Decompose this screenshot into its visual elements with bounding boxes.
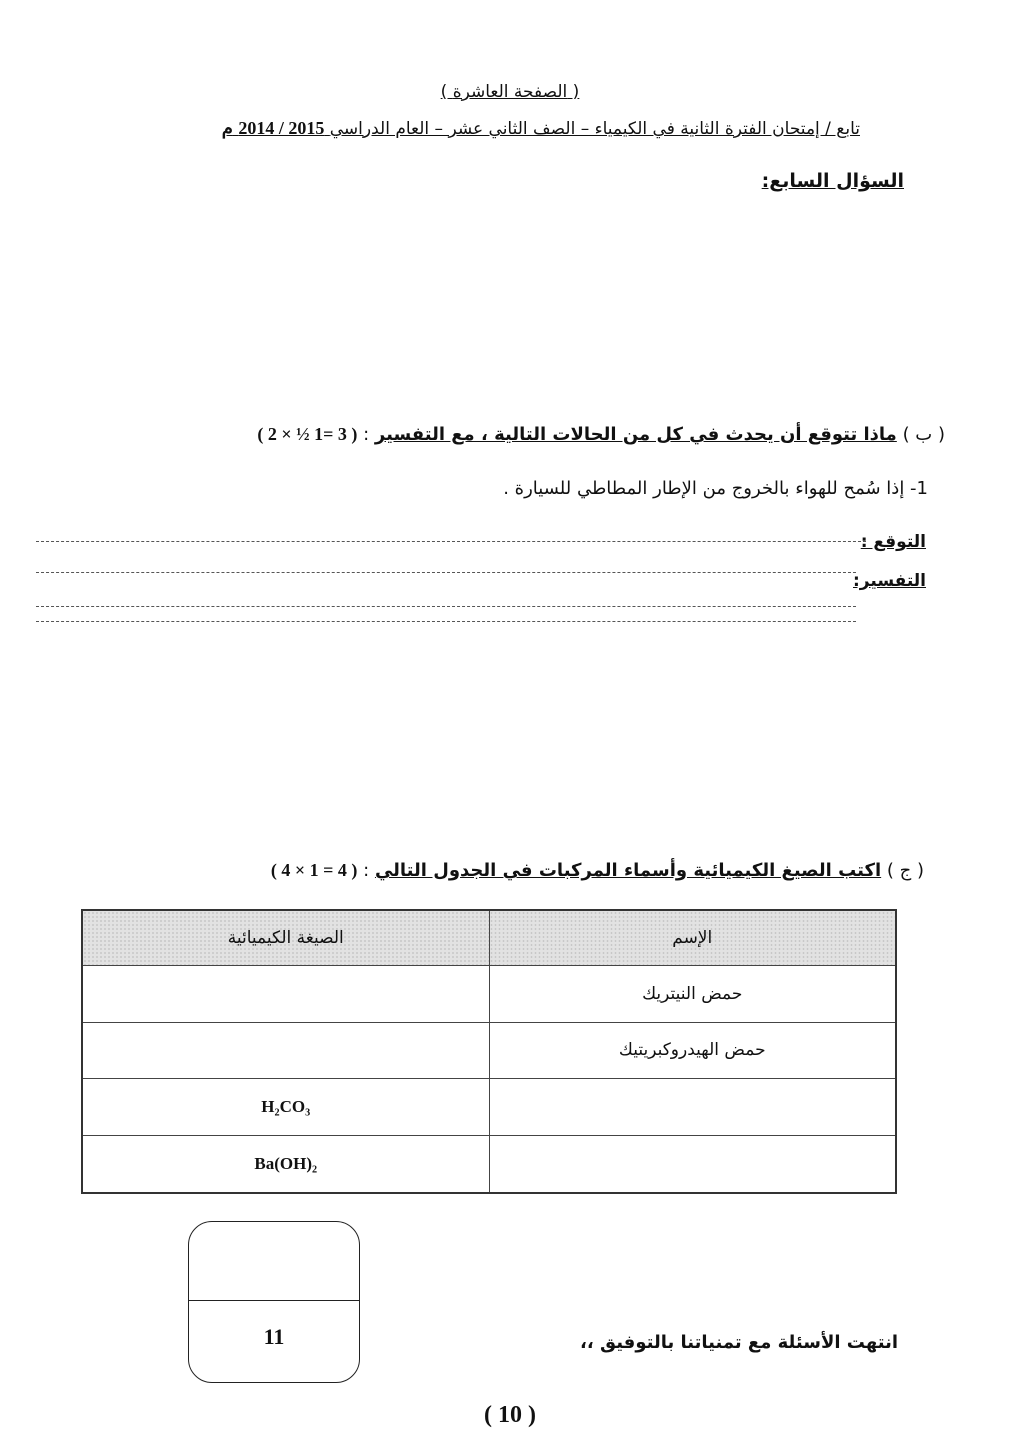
prediction-answer-line[interactable] [36, 541, 866, 542]
table-row [82, 966, 896, 1023]
part-c-prompt: ( ج ) اكتب الصيغ الكيميائية وأسماء المركبات في الجدول التالي : ( 4 × 1 = 4 ) [270, 860, 924, 881]
explanation-answer-line-2[interactable] [36, 606, 856, 607]
formula-cell[interactable] [82, 966, 489, 1023]
table-row [82, 1022, 896, 1079]
page-heading-label: ( الصفحة العاشرة ) [440, 82, 580, 102]
name-cell[interactable] [489, 1079, 896, 1136]
closing-note: انتهت الأسئلة مع تمنياتنا بالتوفيق ،، [580, 1332, 898, 1353]
page-heading [0, 82, 1020, 102]
explanation-label: التفسير: [853, 571, 926, 591]
part-b-prefix: ( ب ) [902, 424, 945, 445]
header-name: الإسم [489, 910, 896, 966]
name-cell: حمض الهيدروكبريتيك [489, 1022, 896, 1079]
table-header-row [82, 910, 896, 966]
explanation-answer-line-1[interactable] [36, 572, 856, 573]
compounds-table [81, 909, 897, 1194]
exam-subtitle-text: تابع / إمتحان الفترة الثانية في الكيمياء – الصف الثاني عشر – العام الدراسي [329, 119, 860, 139]
formula-cell[interactable] [82, 1022, 489, 1079]
exam-subtitle-suffix: م [221, 118, 233, 138]
page-number: ( 10 ) [484, 1402, 536, 1428]
name-cell: حمض النيتريك [489, 966, 896, 1023]
prediction-label: التوقع : [860, 532, 926, 552]
part-b-prompt-text: ماذا تتوقع أن يحدث في كل من الحالات التالية ، مع التفسير [374, 424, 897, 445]
score-box-divider [189, 1300, 359, 1301]
table-row [82, 1135, 896, 1193]
explanation-answer-line-3[interactable] [36, 621, 856, 622]
exam-subtitle-year: 2014 / 2015 [238, 118, 325, 138]
score-value: 11 [263, 1324, 285, 1349]
part-c-prompt-text: اكتب الصيغ الكيميائية وأسماء المركبات في الجدول التالي [374, 860, 882, 881]
question-title: السؤال السابع: [761, 170, 904, 192]
part-b-item-1: 1- إذا سُمح للهواء بالخروج من الإطار المطاطي للسيارة . [503, 478, 928, 499]
part-c-prefix: ( ج ) [886, 860, 924, 881]
exam-subtitle [222, 118, 860, 139]
score-box [188, 1221, 360, 1383]
formula-cell: Ba(OH)₂ [82, 1135, 489, 1193]
formula-cell: H₂CO₃ [82, 1079, 489, 1136]
part-b-prompt: ( ب ) ماذا تتوقع أن يحدث في كل من الحالات التالية ، مع التفسير : ( 2 × ½ 1= 3 ) [257, 424, 945, 445]
table-row [82, 1079, 896, 1136]
part-c-marks: ( 4 × 1 = 4 ) [270, 860, 358, 880]
header-formula: الصيغة الكيميائية [82, 910, 489, 966]
part-b-marks: ( 2 × ½ 1= 3 ) [257, 424, 358, 444]
name-cell[interactable] [489, 1135, 896, 1193]
